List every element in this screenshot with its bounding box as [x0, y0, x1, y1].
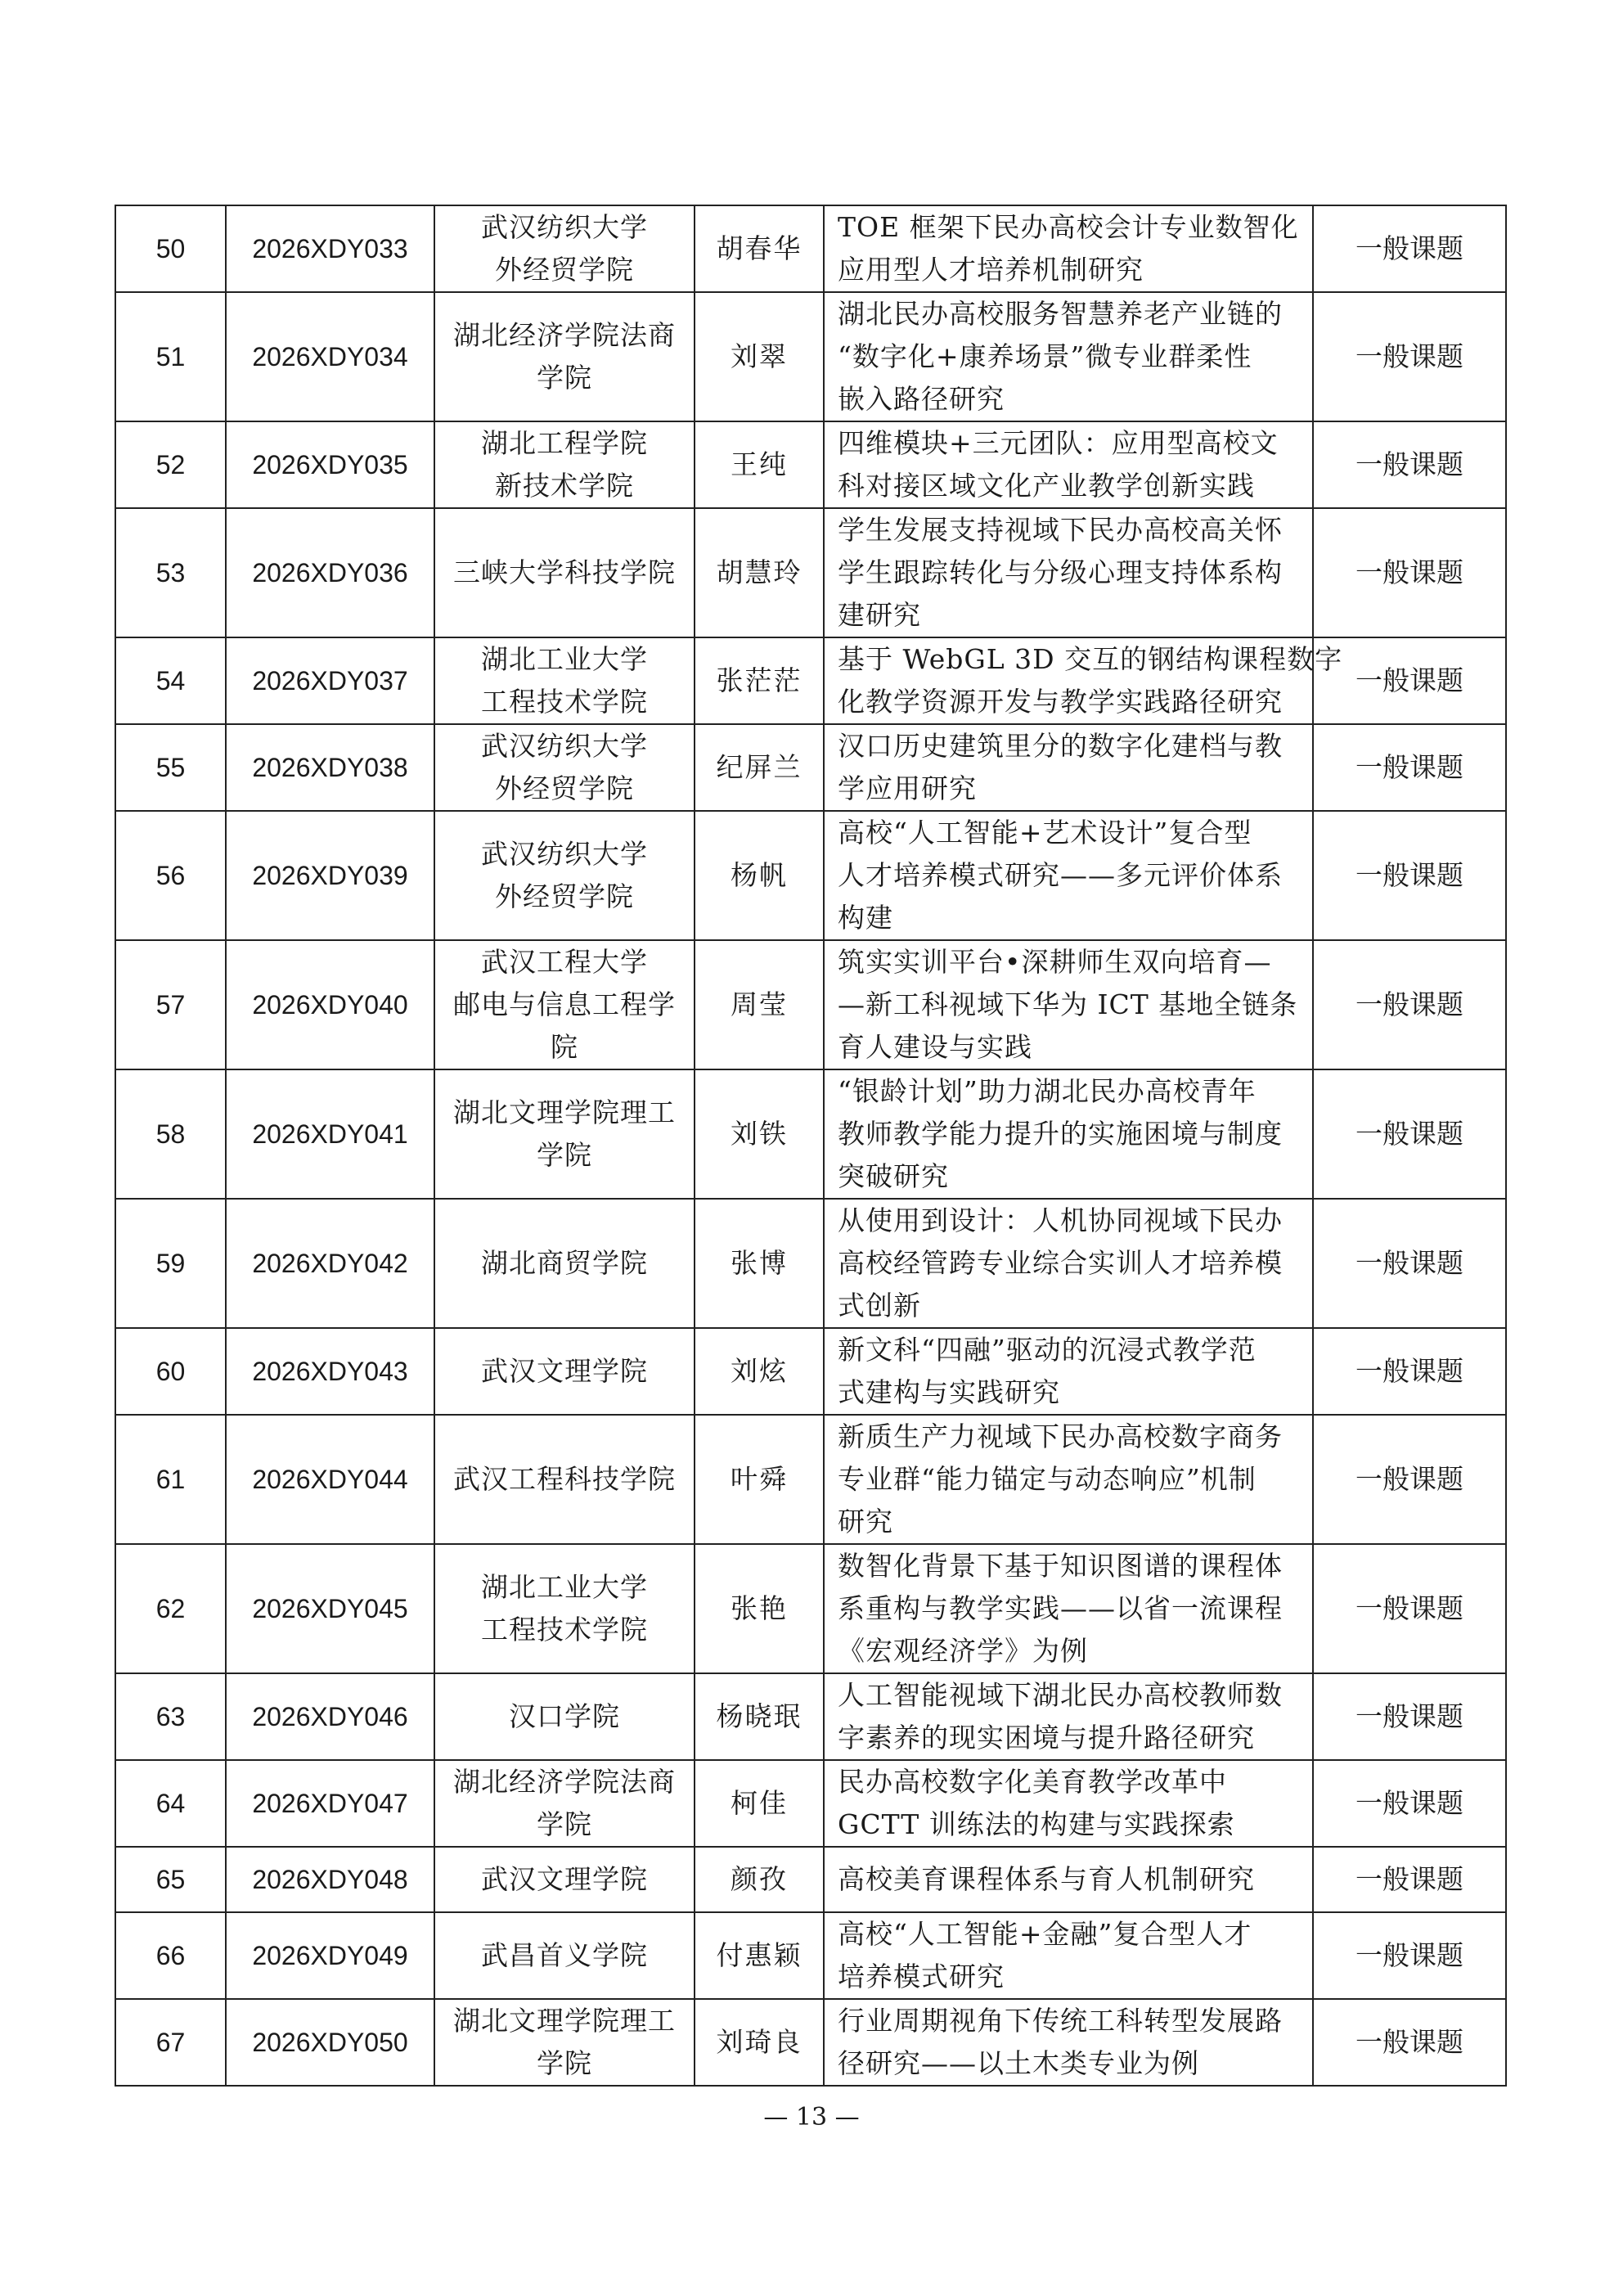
project-title-line: “银龄计划”助力湖北民办高校青年: [838, 1075, 1257, 1107]
leader-name: 胡春华: [695, 205, 824, 292]
school-name-line: 学院: [537, 1808, 592, 1840]
project-title: [824, 811, 1313, 940]
school-name: [434, 1069, 695, 1199]
project-title-line: 字素养的现实困境与提升路径研究: [838, 1722, 1255, 1754]
row-number: 63: [115, 1673, 226, 1760]
project-title: [824, 292, 1313, 421]
leader-name: 周莹: [695, 940, 824, 1069]
project-type: 一般课题: [1313, 1760, 1506, 1847]
school-name: [434, 1847, 695, 1912]
project-title-line: 学生跟踪转化与分级心理支持体系构: [838, 556, 1283, 588]
project-title-line: —新工科视域下华为 ICT 基地全链条: [838, 988, 1298, 1020]
school-name-line: 武汉文理学院: [481, 1355, 648, 1387]
table-row: [115, 1199, 1506, 1328]
project-title-line: 汉口历史建筑里分的数字化建档与教: [838, 730, 1283, 762]
school-name-line: 工程技术学院: [481, 686, 648, 718]
leader-name: 胡慧玲: [695, 508, 824, 637]
leader-name: 杨晓珉: [695, 1673, 824, 1760]
row-number: 65: [115, 1847, 226, 1912]
leader-name: 张艳: [695, 1544, 824, 1673]
project-title-line: 高校美育课程体系与育人机制研究: [838, 1863, 1255, 1895]
project-title: [824, 421, 1313, 508]
leader-name: 刘炫: [695, 1328, 824, 1415]
school-name-line: 湖北文理学院理工: [453, 1096, 676, 1128]
project-title-line: 研究: [838, 1506, 893, 1537]
project-type: 一般课题: [1313, 1673, 1506, 1760]
school-name-line: 武汉纺织大学: [481, 730, 648, 762]
table-row: [115, 205, 1506, 292]
table-row: [115, 292, 1506, 421]
project-code: 2026XDY047: [226, 1760, 434, 1847]
row-number: 50: [115, 205, 226, 292]
leader-name: 张茫茫: [695, 637, 824, 724]
project-type: 一般课题: [1313, 205, 1506, 292]
leader-name: 刘琦良: [695, 1999, 824, 2086]
school-name-line: 湖北经济学院法商: [453, 319, 676, 351]
leader-name: 付惠颖: [695, 1912, 824, 1999]
project-type: 一般课题: [1313, 421, 1506, 508]
project-code: 2026XDY033: [226, 205, 434, 292]
project-code: 2026XDY037: [226, 637, 434, 724]
project-code: 2026XDY049: [226, 1912, 434, 1999]
project-title-line: 建研究: [838, 599, 921, 631]
leader-name: 柯佳: [695, 1760, 824, 1847]
school-name-line: 学院: [537, 1139, 592, 1171]
project-title-line: 筑实实训平台•深耕师生双向培育—: [838, 946, 1272, 978]
leader-name: 刘翠: [695, 292, 824, 421]
project-type: 一般课题: [1313, 811, 1506, 940]
school-name-line: 武汉工程科技学院: [453, 1463, 676, 1495]
project-code: 2026XDY034: [226, 292, 434, 421]
table-row: [115, 811, 1506, 940]
row-number: 66: [115, 1912, 226, 1999]
project-type: 一般课题: [1313, 940, 1506, 1069]
table-row: [115, 1999, 1506, 2086]
project-code: 2026XDY039: [226, 811, 434, 940]
project-type: 一般课题: [1313, 292, 1506, 421]
school-name-line: 武汉工程大学: [481, 946, 648, 978]
table-row: [115, 508, 1506, 637]
school-name: [434, 1544, 695, 1673]
project-title-line: 新质生产力视域下民办高校数字商务: [838, 1420, 1283, 1452]
project-title-line: 突破研究: [838, 1160, 949, 1192]
project-code: 2026XDY035: [226, 421, 434, 508]
project-title: [824, 1199, 1313, 1328]
table-row: [115, 421, 1506, 508]
project-code: 2026XDY043: [226, 1328, 434, 1415]
project-title-line: 湖北民办高校服务智慧养老产业链的: [838, 298, 1283, 330]
project-type: 一般课题: [1313, 1847, 1506, 1912]
school-name-line: 湖北商贸学院: [481, 1247, 648, 1279]
project-title-line: 应用型人才培养机制研究: [838, 254, 1144, 286]
school-name-line: 学院: [537, 2047, 592, 2079]
school-name: [434, 1415, 695, 1544]
table-row: [115, 1069, 1506, 1199]
school-name-line: 湖北工业大学: [481, 1571, 648, 1603]
row-number: 52: [115, 421, 226, 508]
school-name: [434, 940, 695, 1069]
project-code: 2026XDY046: [226, 1673, 434, 1760]
project-title-line: 新文科“四融”驱动的沉浸式教学范: [838, 1334, 1257, 1366]
leader-name: 杨帆: [695, 811, 824, 940]
school-name: [434, 205, 695, 292]
project-code: 2026XDY045: [226, 1544, 434, 1673]
project-title: [824, 724, 1313, 811]
project-code: 2026XDY044: [226, 1415, 434, 1544]
project-code: 2026XDY038: [226, 724, 434, 811]
page-number: — 13 —: [763, 2103, 860, 2132]
school-name: [434, 508, 695, 637]
project-title: [824, 205, 1313, 292]
project-title: [824, 1328, 1313, 1415]
leader-name: 叶舜: [695, 1415, 824, 1544]
table-row: [115, 1544, 1506, 1673]
table-row: [115, 1415, 1506, 1544]
project-title-line: 学应用研究: [838, 772, 977, 804]
project-title: [824, 1847, 1313, 1912]
project-title-line: 民办高校数字化美育教学改革中: [838, 1766, 1227, 1798]
school-name-line: 学院: [537, 362, 592, 394]
table-body: [115, 205, 1506, 2086]
school-name: [434, 1328, 695, 1415]
project-code: 2026XDY041: [226, 1069, 434, 1199]
project-title-line: 行业周期视角下传统工科转型发展路: [838, 2005, 1283, 2037]
school-name: [434, 811, 695, 940]
school-name-line: 武汉纺织大学: [481, 838, 648, 870]
project-title-line: 育人建设与实践: [838, 1031, 1032, 1063]
project-title-line: 《宏观经济学》为例: [838, 1635, 1088, 1667]
row-number: 51: [115, 292, 226, 421]
table-row: [115, 1912, 1506, 1999]
school-name: [434, 292, 695, 421]
school-name: [434, 1999, 695, 2086]
project-code: 2026XDY040: [226, 940, 434, 1069]
school-name-line: 外经贸学院: [495, 880, 634, 912]
table-row: [115, 1760, 1506, 1847]
row-number: 58: [115, 1069, 226, 1199]
project-type: 一般课题: [1313, 508, 1506, 637]
project-title-line: 数智化背景下基于知识图谱的课程体: [838, 1550, 1283, 1582]
project-title-line: 从使用到设计：人机协同视域下民办: [838, 1204, 1283, 1236]
project-type: 一般课题: [1313, 1415, 1506, 1544]
project-title-line: “数字化+康养场景”微专业群柔性: [838, 340, 1252, 372]
project-title: [824, 1544, 1313, 1673]
project-title-line: 基于 WebGL 3D 交互的钢结构课程数字: [838, 643, 1343, 675]
project-title-line: 式创新: [838, 1290, 921, 1321]
project-title: [824, 637, 1343, 724]
project-title-line: 科对接区域文化产业教学创新实践: [838, 470, 1255, 502]
school-name: [434, 637, 695, 724]
project-code: 2026XDY042: [226, 1199, 434, 1328]
school-name-line: 湖北经济学院法商: [453, 1766, 676, 1798]
project-title-line: 构建: [838, 902, 893, 934]
project-title-line: 高校“人工智能+金融”复合型人才: [838, 1918, 1252, 1950]
school-name-line: 武汉文理学院: [481, 1863, 648, 1895]
project-title-line: 学生发展支持视域下民办高校高关怀: [838, 514, 1283, 546]
school-name-line: 武汉纺织大学: [481, 211, 648, 243]
project-title-line: 四维模块+三元团队：应用型高校文: [838, 427, 1279, 459]
row-number: 64: [115, 1760, 226, 1847]
project-type: 一般课题: [1313, 1199, 1506, 1328]
project-title-line: 高校经管跨专业综合实训人才培养模: [838, 1247, 1283, 1279]
row-number: 59: [115, 1199, 226, 1328]
project-type: 一般课题: [1313, 637, 1506, 724]
project-type: 一般课题: [1313, 1069, 1506, 1199]
project-title-line: 嵌入路径研究: [838, 383, 1005, 415]
table-row: [115, 637, 1506, 724]
table-row: [115, 1673, 1506, 1760]
project-list-table: [115, 205, 1507, 2087]
row-number: 60: [115, 1328, 226, 1415]
row-number: 53: [115, 508, 226, 637]
row-number: 67: [115, 1999, 226, 2086]
table-row: [115, 1847, 1506, 1912]
school-name: [434, 421, 695, 508]
school-name: [434, 1912, 695, 1999]
school-name-line: 院: [551, 1031, 578, 1063]
project-title-line: 人才培养模式研究——多元评价体系: [838, 859, 1283, 891]
school-name: [434, 1673, 695, 1760]
project-title: [824, 1912, 1313, 1999]
leader-name: 纪屏兰: [695, 724, 824, 811]
project-title-line: TOE 框架下民办高校会计专业数智化: [838, 211, 1299, 243]
project-title-line: 化教学资源开发与教学实践路径研究: [838, 686, 1283, 718]
project-type: 一般课题: [1313, 1328, 1506, 1415]
project-title: [824, 1999, 1313, 2086]
project-title: [824, 1415, 1313, 1544]
school-name-line: 湖北工业大学: [481, 643, 648, 675]
table-row: [115, 724, 1506, 811]
project-title-line: GCTT 训练法的构建与实践探索: [838, 1808, 1235, 1840]
project-title-line: 人工智能视域下湖北民办高校教师数: [838, 1679, 1283, 1711]
project-title-line: 系重构与教学实践——以省一流课程: [838, 1592, 1283, 1624]
school-name-line: 武昌首义学院: [481, 1939, 648, 1971]
project-title: [824, 1673, 1313, 1760]
leader-name: 刘铁: [695, 1069, 824, 1199]
table-row: [115, 1328, 1506, 1415]
school-name: [434, 1199, 695, 1328]
row-number: 56: [115, 811, 226, 940]
row-number: 55: [115, 724, 226, 811]
school-name-line: 工程技术学院: [481, 1614, 648, 1645]
row-number: 61: [115, 1415, 226, 1544]
school-name-line: 新技术学院: [495, 470, 634, 502]
project-type: 一般课题: [1313, 1999, 1506, 2086]
project-code: 2026XDY048: [226, 1847, 434, 1912]
project-title: [824, 940, 1313, 1069]
school-name-line: 外经贸学院: [495, 254, 634, 286]
project-code: 2026XDY050: [226, 1999, 434, 2086]
school-name-line: 外经贸学院: [495, 772, 634, 804]
project-title-line: 高校“人工智能+艺术设计”复合型: [838, 817, 1252, 849]
leader-name: 张博: [695, 1199, 824, 1328]
project-title-line: 培养模式研究: [838, 1961, 1005, 1992]
school-name: [434, 1760, 695, 1847]
leader-name: 王纯: [695, 421, 824, 508]
project-title-line: 专业群“能力锚定与动态响应”机制: [838, 1463, 1257, 1495]
school-name-line: 邮电与信息工程学: [453, 988, 676, 1020]
row-number: 62: [115, 1544, 226, 1673]
leader-name: 颜孜: [695, 1847, 824, 1912]
project-title-line: 式建构与实践研究: [838, 1376, 1060, 1408]
row-number: 57: [115, 940, 226, 1069]
project-code: 2026XDY036: [226, 508, 434, 637]
school-name-line: 湖北文理学院理工: [453, 2005, 676, 2037]
school-name-line: 汉口学院: [509, 1700, 620, 1732]
project-title: [824, 1069, 1313, 1199]
school-name: [434, 724, 695, 811]
row-number: 54: [115, 637, 226, 724]
school-name-line: 三峡大学科技学院: [453, 556, 676, 588]
table-row: [115, 940, 1506, 1069]
project-type: 一般课题: [1313, 724, 1506, 811]
project-title: [824, 508, 1313, 637]
project-type: 一般课题: [1313, 1544, 1506, 1673]
project-title-line: 教师教学能力提升的实施困境与制度: [838, 1118, 1283, 1150]
project-title-line: 径研究——以土木类专业为例: [838, 2047, 1199, 2079]
project-title: [824, 1760, 1313, 1847]
project-type: 一般课题: [1313, 1912, 1506, 1999]
school-name-line: 湖北工程学院: [481, 427, 648, 459]
